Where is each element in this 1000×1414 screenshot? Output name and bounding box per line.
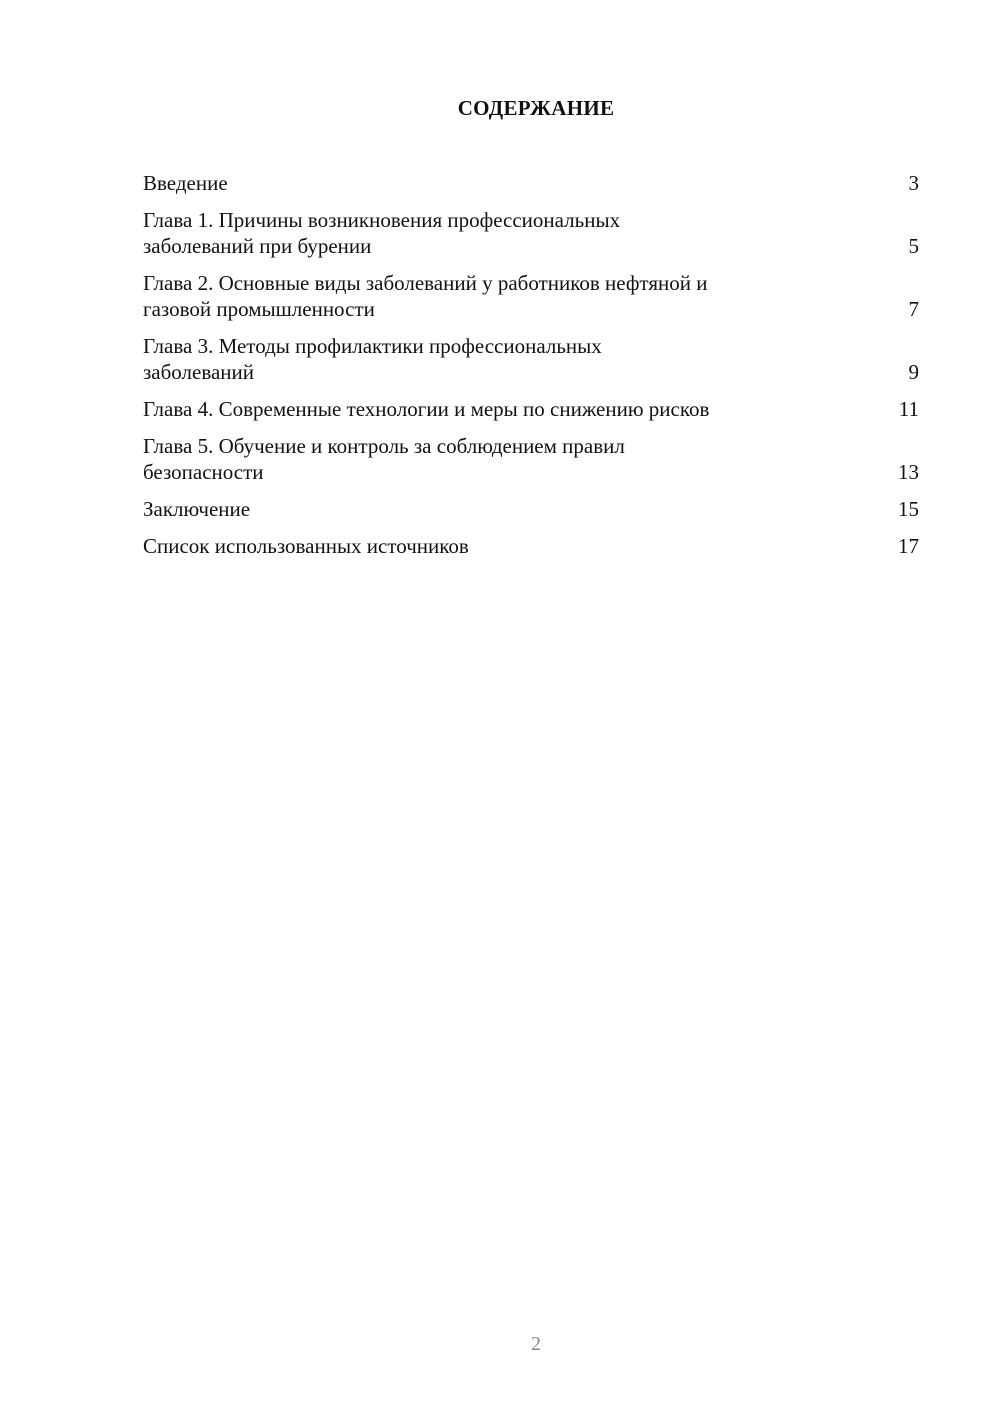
table-of-contents	[143, 170, 919, 570]
toc-entry-label-line: Глава 4. Современные технологии и меры по снижению рисков	[143, 397, 710, 421]
toc-entry-page: 11	[898, 397, 919, 421]
toc-entry-label	[143, 333, 889, 385]
page-title: СОДЕРЖАНИЕ	[457, 96, 615, 120]
toc-entry-label	[143, 270, 889, 322]
toc-entry-label-line: безопасности	[143, 460, 264, 484]
toc-entry-label-line: Глава 1. Причины возникновения профессиональных	[143, 208, 621, 232]
toc-entry-chapter-5	[143, 433, 919, 485]
toc-entry-page: 9	[908, 360, 919, 384]
toc-entry-label-line: Введение	[143, 171, 228, 195]
toc-entry-label	[143, 496, 889, 522]
toc-entry-label-line: Глава 5. Обучение и контроль за соблюдением правил	[143, 434, 625, 458]
toc-entry-label	[143, 207, 889, 259]
toc-entry-page: 15	[898, 497, 919, 521]
toc-entry-page: 17	[898, 534, 919, 558]
toc-entry-label-line: Глава 2. Основные виды заболеваний у работников нефтяной и	[143, 271, 708, 295]
toc-entry-label	[143, 433, 889, 485]
toc-entry-page: 5	[908, 234, 919, 258]
toc-entry-chapter-2	[143, 270, 919, 322]
toc-entry-introduction	[143, 170, 919, 196]
toc-entry-chapter-4	[143, 396, 919, 422]
toc-entry-label-line: газовой промышленности	[143, 297, 375, 321]
toc-entry-chapter-1	[143, 207, 919, 259]
toc-entry-label	[143, 533, 889, 559]
toc-entry-label	[143, 170, 889, 196]
toc-entry-page: 13	[898, 460, 919, 484]
toc-entry-label-line: Заключение	[143, 497, 251, 521]
toc-entry-page: 7	[908, 297, 919, 321]
page-number: 2	[531, 1333, 541, 1355]
toc-entry-conclusion	[143, 496, 919, 522]
toc-entry-label	[143, 396, 889, 422]
toc-entry-chapter-3	[143, 333, 919, 385]
toc-entry-label-line: заболеваний	[143, 360, 254, 384]
toc-entry-page: 3	[908, 171, 919, 195]
toc-entry-label-line: Глава 3. Методы профилактики профессиональных	[143, 334, 602, 358]
toc-entry-label-line: заболеваний при бурении	[143, 234, 372, 258]
toc-entry-references	[143, 533, 919, 559]
toc-entry-label-line: Список использованных источников	[143, 534, 469, 558]
